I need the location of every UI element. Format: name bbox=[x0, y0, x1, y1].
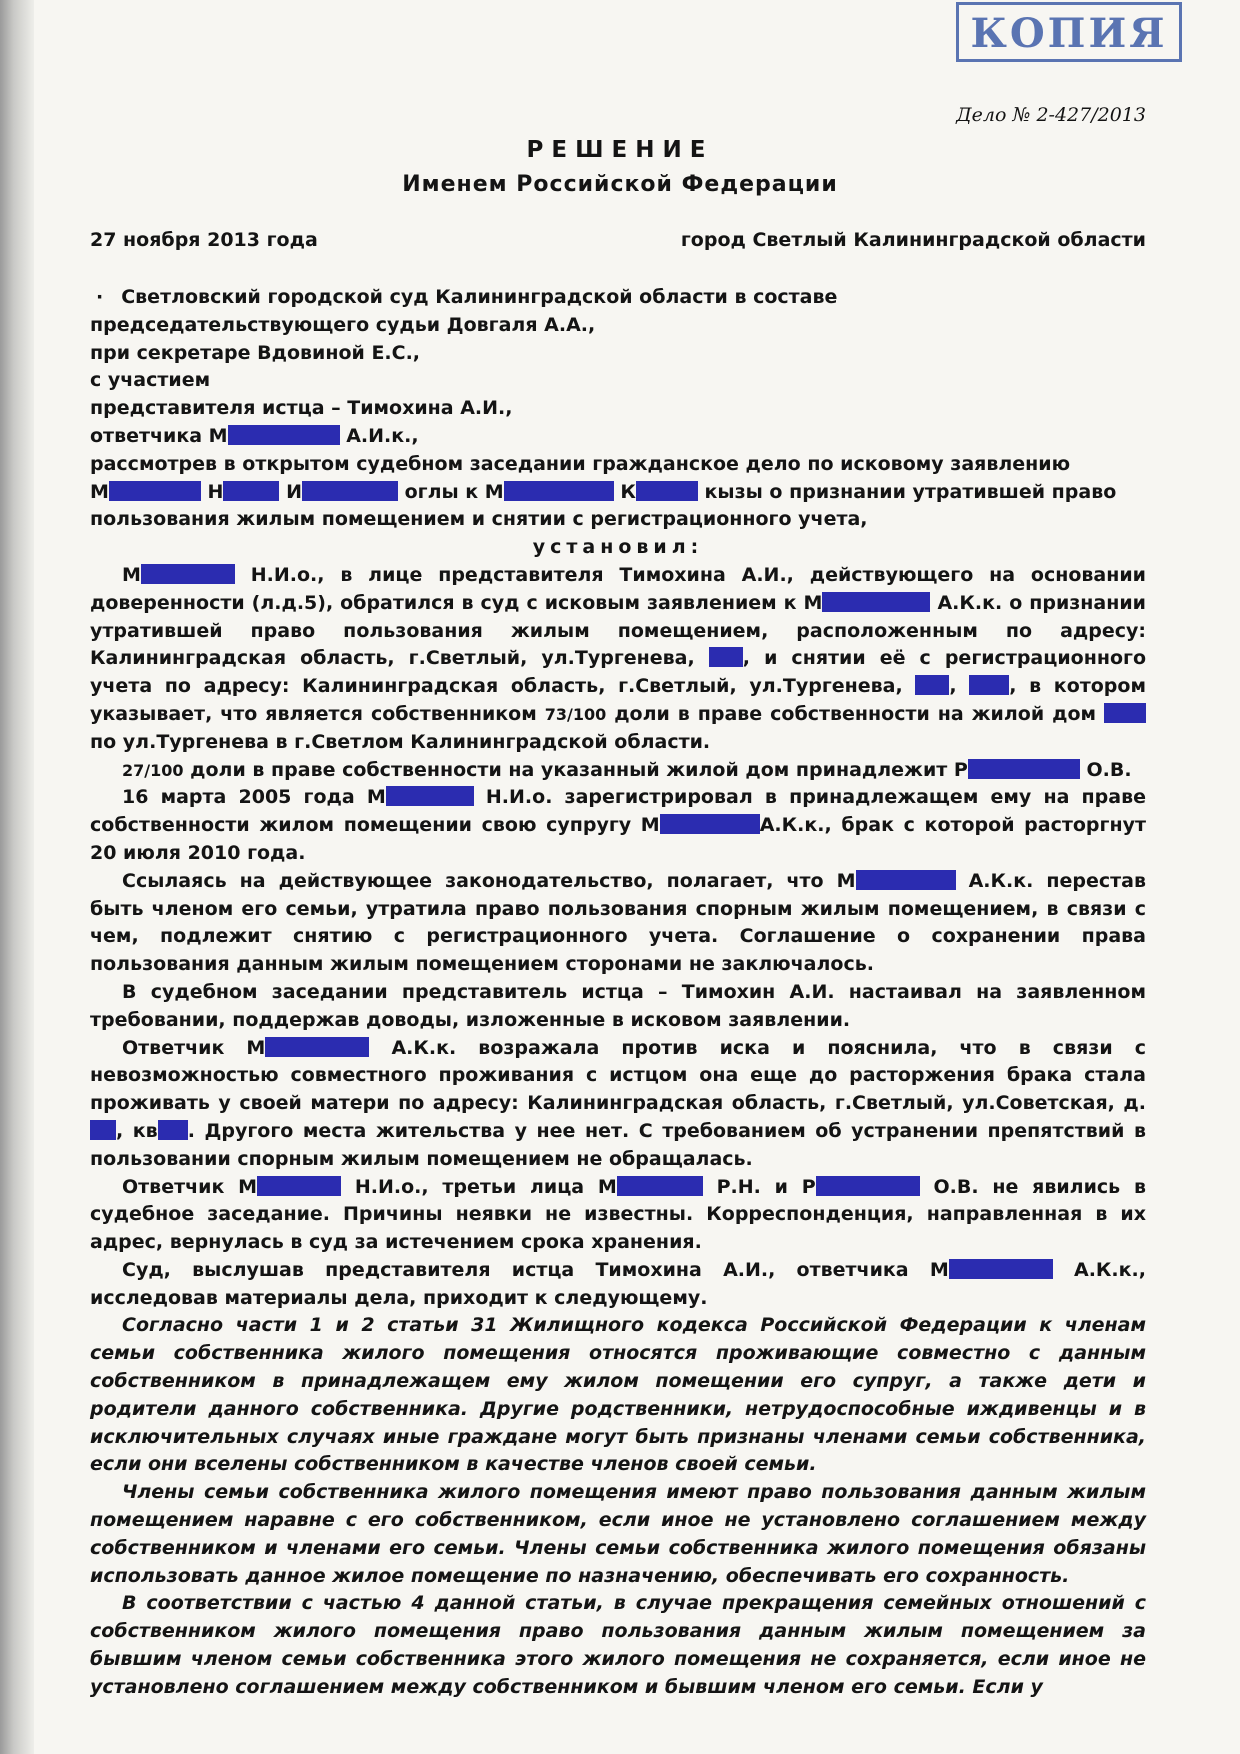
paragraph: Ответчик М А.К.к. возражала против иска и пояснила, что в связи с невозможностью совместного проживания с истцом она еще до расторжения брака стала проживать у своей матери по адресу: Калининградская область, г.Светлый, ул.Советская, д., кв . Другого места жительства у нее нет. С требованием об устранении препятствий в пользовании спорным жилым помещением не обращалась. bbox=[90, 1036, 1146, 1170]
law-citation-paragraph: Члены семьи собственника жилого помещения имеют право пользования данным жилым помещением наравне с его собственником, если иное не установлено соглашением между собственником и членами его семьи. Члены семьи собственника жилого помещения обязаны использовать данное жилое помещение по назначению, обеспечивать его сохранность. bbox=[90, 1481, 1146, 1587]
header-line: с участием bbox=[90, 369, 211, 392]
header-line: · Светловский городской суд Калининградской области в составе bbox=[96, 286, 838, 308]
paragraph: Суд, выслушав представителя истца Тимохина А.И., ответчика М А.К.к., исследовав материалы дела, приходит к следующему. bbox=[90, 1258, 1146, 1309]
document-title: РЕШЕНИЕ bbox=[526, 137, 714, 163]
scan-edge-shadow bbox=[0, 0, 34, 1754]
paragraph: 16 марта 2005 года М Н.И.о. зарегистрировал в принадлежащем ему на праве собственности жилом помещении свою супругу М А.К.к., брак с которой расторгнут 20 июля 2010 года. bbox=[90, 786, 1146, 864]
redaction-bar bbox=[265, 1037, 369, 1057]
header-line: при секретаре Вдовиной Е.С., bbox=[90, 341, 421, 364]
paragraph: 27/100 доли в праве собственности на указанный жилой дом принадлежит Р О.В. bbox=[122, 758, 1132, 781]
redaction-bar bbox=[504, 481, 614, 501]
redaction-bar bbox=[660, 814, 760, 834]
redaction-bar bbox=[158, 1120, 188, 1140]
redaction-bar bbox=[302, 481, 398, 501]
header-line: представителя истца – Тимохина А.И., bbox=[90, 397, 513, 420]
redaction-bar bbox=[709, 647, 743, 667]
redaction-bar bbox=[257, 1176, 341, 1196]
redaction-bar bbox=[386, 786, 474, 806]
redaction-bar bbox=[141, 564, 235, 584]
copy-stamp: КОПИЯ bbox=[956, 2, 1182, 62]
document-subtitle: Именем Российской Федерации bbox=[402, 172, 838, 197]
header-line: председательствующего судьи Довгаля А.А., bbox=[90, 313, 596, 336]
established-heading: установил: bbox=[532, 536, 704, 559]
redaction-bar bbox=[1104, 703, 1146, 723]
redaction-bar bbox=[90, 1120, 116, 1140]
redaction-bar bbox=[915, 675, 949, 695]
header-line: пользования жилым помещением и снятии с регистрационного учета, bbox=[90, 508, 868, 531]
document-body bbox=[90, 284, 1146, 1702]
case-number: Дело № 2-427/2013 bbox=[956, 104, 1146, 126]
paragraph: Ссылаясь на действующее законодательство, полагает, что М А.К.к. перестав быть членом его семьи, утратила право пользования спорным жилым помещением, в связи с чем, подлежит снятию с регистрационного учета. Соглашение о сохранении права пользования данным жилым помещением сторонами не заключалось. bbox=[90, 869, 1146, 976]
decision-place: город Светлый Калининградской области bbox=[680, 229, 1146, 251]
redaction-bar bbox=[856, 870, 956, 890]
redaction-bar bbox=[816, 1176, 920, 1196]
redaction-bar bbox=[636, 481, 698, 501]
redaction-bar bbox=[228, 425, 340, 445]
redaction-bar bbox=[822, 592, 930, 612]
header-line: рассмотрев в открытом судебном заседании гражданское дело по исковому заявлению bbox=[90, 452, 1071, 475]
paragraph: М Н.И.о., в лице представителя Тимохина А.И., действующего на основании доверенности (л.д.5), обратился в суд с исковым заявлением к М А.К.к. о признании утратившей право пользования жилым помещением, расположенным по адресу: Калининградская область, г.Светлый, ул.Тургенева, , и снятии её с регистрационного учета по адресу: Калининградская область, г.Светлый, ул.Тургенева, , , в котором указывает, что является собственником 73/100 доли в праве собственности на жилой дом по ул.Тургенева в г.Светлом Калининградской области. bbox=[90, 563, 1146, 753]
paragraph: Ответчик М Н.И.о., третьи лица М Р.Н. и Р О.В. не явились в судебное заседание. Причины неявки не известны. Корреспонденция, направленная в их адрес, вернулась в суд за истечением срока хранения. bbox=[90, 1175, 1146, 1254]
law-citation-paragraph: В соответствии с частью 4 данной статьи, в случае прекращения семейных отношений с собственником жилого помещения право пользования данным жилым помещением за бывшим членом семьи собственника этого жилого помещения не сохраняется, если иное не установлено соглашением между собственником и бывшим членом его семьи. Если у bbox=[90, 1592, 1146, 1698]
redaction-bar bbox=[109, 481, 201, 501]
redaction-bar bbox=[223, 481, 279, 501]
redaction-bar bbox=[969, 675, 1009, 695]
paragraph: В судебном заседании представитель истца – Тимохин А.И. настаивал на заявленном требовании, поддержав доводы, изложенные в исковом заявлении. bbox=[90, 980, 1146, 1031]
law-citation-paragraph: Согласно части 1 и 2 статьи 31 Жилищного кодекса Российской Федерации к членам семьи собственника жилого помещения относятся проживающие совместно с данным собственником в принадлежащем ему жилом помещении его супруг, а также дети и родители данного собственника. Другие родственники, нетрудоспособные иждивенцы и в исключительных случаях иные граждане могут быть признаны членами семьи собственника, если они вселены собственником в качестве членов своей семьи. bbox=[90, 1314, 1146, 1476]
redaction-bar bbox=[617, 1176, 703, 1196]
header-line: ответчика М А.И.к., bbox=[90, 424, 419, 447]
redaction-bar bbox=[968, 759, 1080, 779]
header-line: М Н И оглы к М К кызы о признании утратившей право bbox=[90, 480, 1117, 503]
redaction-bar bbox=[949, 1259, 1053, 1279]
decision-date: 27 ноября 2013 года bbox=[90, 229, 318, 251]
